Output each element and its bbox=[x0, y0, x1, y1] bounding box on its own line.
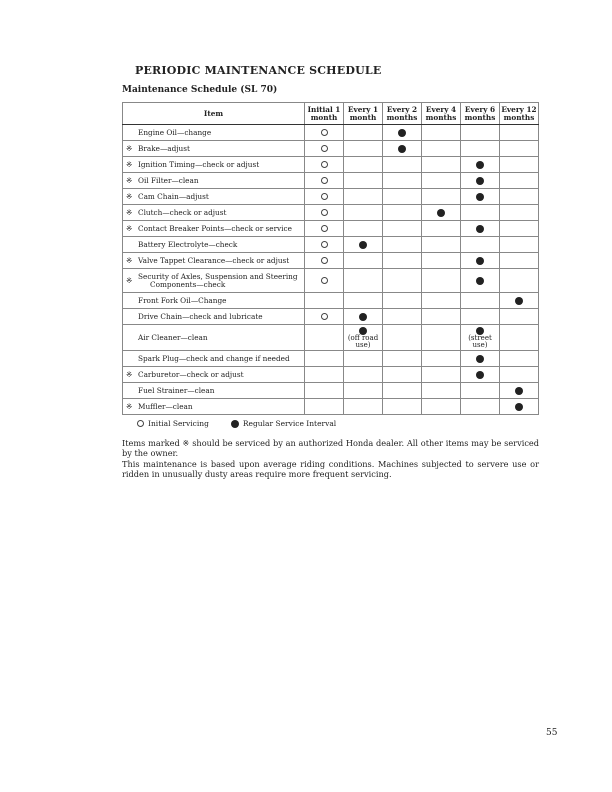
item-label: Battery Electrolyte—check bbox=[138, 240, 238, 249]
dealer-mark-icon: ※ bbox=[126, 192, 133, 201]
page-number: 55 bbox=[546, 728, 558, 738]
interval-cell bbox=[461, 205, 500, 221]
interval-cell bbox=[461, 221, 500, 237]
open-circle-icon bbox=[137, 420, 144, 427]
item-label: Valve Tappet Clearance—check or adjust bbox=[138, 256, 290, 265]
legend-initial-label: Initial Servicing bbox=[148, 419, 209, 428]
interval-cell bbox=[383, 309, 422, 325]
interval-cell bbox=[344, 293, 383, 309]
table-row bbox=[123, 399, 539, 415]
item-label-line: Security of Axles, Suspension and Steering bbox=[138, 271, 298, 281]
interval-cell bbox=[500, 237, 539, 253]
interval-cell bbox=[500, 325, 539, 351]
interval-cell bbox=[422, 157, 461, 173]
table-row bbox=[123, 367, 539, 383]
item-cell bbox=[123, 325, 305, 351]
interval-cell bbox=[461, 237, 500, 253]
interval-cell bbox=[422, 221, 461, 237]
item-label: Carburetor—check or adjust bbox=[138, 370, 244, 379]
interval-cell bbox=[344, 221, 383, 237]
cell-note: (street use) bbox=[468, 333, 492, 349]
interval-cell bbox=[383, 325, 422, 351]
dealer-mark-icon: ※ bbox=[126, 370, 133, 379]
item-cell bbox=[123, 141, 305, 157]
initial-service-icon bbox=[321, 225, 328, 232]
interval-cell bbox=[344, 141, 383, 157]
interval-cell bbox=[461, 293, 500, 309]
interval-cell bbox=[383, 367, 422, 383]
dealer-mark-icon: ※ bbox=[126, 256, 133, 265]
interval-cell bbox=[500, 173, 539, 189]
item-label: Brake—adjust bbox=[138, 144, 190, 153]
interval-cell bbox=[344, 253, 383, 269]
regular-service-icon bbox=[476, 371, 484, 379]
interval-cell bbox=[305, 173, 344, 189]
item-cell bbox=[123, 309, 305, 325]
maintenance-schedule-table bbox=[122, 102, 539, 415]
interval-cell bbox=[422, 293, 461, 309]
interval-cell bbox=[422, 325, 461, 351]
interval-cell bbox=[461, 189, 500, 205]
initial-service-icon bbox=[321, 257, 328, 264]
table-row bbox=[123, 205, 539, 221]
regular-service-icon bbox=[476, 225, 484, 233]
initial-service-icon bbox=[321, 145, 328, 152]
item-label: Muffler—clean bbox=[138, 402, 193, 411]
item-label: Oil Filter—clean bbox=[138, 176, 199, 185]
interval-cell bbox=[344, 157, 383, 173]
table-row bbox=[123, 293, 539, 309]
item-cell bbox=[123, 125, 305, 141]
item-cell bbox=[123, 157, 305, 173]
interval-cell bbox=[422, 253, 461, 269]
table-title: Maintenance Schedule (SL 70) bbox=[122, 85, 278, 95]
regular-service-icon bbox=[359, 313, 367, 321]
item-cell bbox=[123, 383, 305, 399]
table-row bbox=[123, 125, 539, 141]
interval-cell bbox=[422, 141, 461, 157]
item-label: Clutch—check or adjust bbox=[138, 208, 227, 217]
interval-cell bbox=[305, 383, 344, 399]
interval-cell bbox=[461, 383, 500, 399]
item-label: Spark Plug—check and change if needed bbox=[138, 354, 290, 363]
interval-cell bbox=[461, 125, 500, 141]
item-label: Drive Chain—check and lubricate bbox=[138, 312, 263, 321]
filled-circle-icon bbox=[231, 420, 239, 428]
interval-cell bbox=[461, 367, 500, 383]
interval-cell bbox=[383, 253, 422, 269]
page-title: PERIODIC MAINTENANCE SCHEDULE bbox=[135, 64, 382, 77]
item-label: Air Cleaner—clean bbox=[138, 333, 208, 342]
interval-cell bbox=[461, 399, 500, 415]
header-interval: Every 1 month bbox=[344, 103, 383, 125]
interval-cell bbox=[500, 293, 539, 309]
item-label: Front Fork Oil—Change bbox=[138, 296, 227, 305]
initial-service-icon bbox=[321, 161, 328, 168]
regular-service-icon bbox=[476, 161, 484, 169]
interval-cell bbox=[305, 351, 344, 367]
interval-cell bbox=[461, 309, 500, 325]
header-interval: Initial 1 month bbox=[305, 103, 344, 125]
interval-cell bbox=[383, 351, 422, 367]
table-row bbox=[123, 325, 539, 351]
interval-cell bbox=[383, 221, 422, 237]
interval-cell bbox=[305, 141, 344, 157]
table-row bbox=[123, 173, 539, 189]
item-cell bbox=[123, 253, 305, 269]
interval-cell bbox=[422, 205, 461, 221]
item-label: Cam Chain—adjust bbox=[138, 192, 209, 201]
cell-note: (off road use) bbox=[347, 333, 379, 349]
interval-cell bbox=[383, 399, 422, 415]
interval-cell bbox=[383, 189, 422, 205]
interval-cell bbox=[305, 237, 344, 253]
initial-service-icon bbox=[321, 129, 328, 136]
conditions-note: This maintenance is based upon average riding conditions. Machines subjected to servere use or ridden in unusually dusty areas require more frequent servicing. bbox=[122, 459, 539, 479]
regular-service-icon bbox=[398, 145, 406, 153]
interval-cell bbox=[422, 309, 461, 325]
header-item: Item bbox=[123, 103, 305, 125]
initial-service-icon bbox=[321, 193, 328, 200]
table-header-row bbox=[123, 103, 539, 125]
item-cell bbox=[123, 237, 305, 253]
dealer-mark-icon: ※ bbox=[126, 208, 133, 217]
interval-cell bbox=[305, 269, 344, 293]
interval-cell bbox=[344, 351, 383, 367]
item-cell bbox=[123, 205, 305, 221]
interval-cell bbox=[500, 205, 539, 221]
header-interval: Every 12 months bbox=[500, 103, 539, 125]
interval-cell bbox=[344, 399, 383, 415]
item-label: Engine Oil—change bbox=[138, 128, 212, 137]
item-label: Fuel Strainer—clean bbox=[138, 386, 215, 395]
interval-cell bbox=[344, 205, 383, 221]
interval-cell bbox=[500, 221, 539, 237]
interval-cell bbox=[461, 269, 500, 293]
interval-cell bbox=[500, 399, 539, 415]
table-row bbox=[123, 189, 539, 205]
dealer-mark-icon: ※ bbox=[126, 224, 133, 233]
interval-cell bbox=[461, 351, 500, 367]
header-interval: Every 4 months bbox=[422, 103, 461, 125]
interval-cell bbox=[422, 351, 461, 367]
interval-cell bbox=[305, 125, 344, 141]
interval-cell bbox=[344, 269, 383, 293]
interval-cell bbox=[383, 205, 422, 221]
interval-cell bbox=[305, 367, 344, 383]
interval-cell bbox=[344, 383, 383, 399]
table-row bbox=[123, 237, 539, 253]
interval-cell bbox=[461, 141, 500, 157]
table-row bbox=[123, 383, 539, 399]
interval-cell bbox=[500, 141, 539, 157]
legend-regular-label: Regular Service Interval bbox=[242, 419, 337, 428]
regular-service-icon bbox=[515, 387, 523, 395]
initial-service-icon bbox=[321, 177, 328, 184]
interval-cell bbox=[461, 173, 500, 189]
initial-service-icon bbox=[321, 277, 328, 284]
interval-cell bbox=[500, 383, 539, 399]
interval-cell bbox=[383, 237, 422, 253]
interval-cell bbox=[383, 141, 422, 157]
item-cell bbox=[123, 189, 305, 205]
item-label: Contact Breaker Points—check or service bbox=[138, 224, 292, 233]
interval-cell bbox=[305, 293, 344, 309]
interval-cell bbox=[500, 125, 539, 141]
interval-cell bbox=[305, 205, 344, 221]
interval-cell bbox=[383, 173, 422, 189]
interval-cell bbox=[305, 399, 344, 415]
interval-cell bbox=[344, 309, 383, 325]
interval-cell bbox=[422, 237, 461, 253]
table-row bbox=[123, 309, 539, 325]
interval-cell bbox=[422, 189, 461, 205]
regular-service-icon bbox=[476, 177, 484, 185]
legend bbox=[137, 419, 336, 428]
dealer-note: Items marked ※ should be serviced by an authorized Honda dealer. All other items may be serviced by the owner. bbox=[122, 438, 539, 458]
item-cell bbox=[123, 367, 305, 383]
interval-cell bbox=[305, 309, 344, 325]
interval-cell bbox=[344, 367, 383, 383]
header-interval: Every 2 months bbox=[383, 103, 422, 125]
interval-cell bbox=[422, 383, 461, 399]
interval-cell bbox=[500, 367, 539, 383]
regular-service-icon bbox=[476, 355, 484, 363]
interval-cell bbox=[500, 253, 539, 269]
item-cell bbox=[123, 293, 305, 309]
table-row bbox=[123, 269, 539, 293]
item-label-line: Components—check bbox=[150, 279, 226, 289]
item-cell bbox=[123, 351, 305, 367]
interval-cell bbox=[422, 173, 461, 189]
table-row bbox=[123, 253, 539, 269]
regular-service-icon bbox=[476, 193, 484, 201]
interval-cell bbox=[305, 221, 344, 237]
interval-cell bbox=[344, 189, 383, 205]
interval-cell bbox=[383, 383, 422, 399]
interval-cell bbox=[383, 293, 422, 309]
interval-cell bbox=[422, 399, 461, 415]
interval-cell bbox=[461, 253, 500, 269]
interval-cell bbox=[422, 367, 461, 383]
interval-cell bbox=[305, 157, 344, 173]
interval-cell bbox=[344, 237, 383, 253]
interval-cell bbox=[500, 189, 539, 205]
regular-service-icon bbox=[398, 129, 406, 137]
interval-cell bbox=[383, 125, 422, 141]
table-row bbox=[123, 221, 539, 237]
item-cell bbox=[123, 221, 305, 237]
interval-cell bbox=[461, 325, 500, 351]
interval-cell bbox=[344, 125, 383, 141]
regular-service-icon bbox=[437, 209, 445, 217]
table-row bbox=[123, 351, 539, 367]
interval-cell bbox=[422, 125, 461, 141]
interval-cell bbox=[344, 173, 383, 189]
regular-service-icon bbox=[476, 257, 484, 265]
item-cell bbox=[123, 173, 305, 189]
dealer-mark-icon: ※ bbox=[126, 144, 133, 153]
interval-cell bbox=[500, 157, 539, 173]
interval-cell bbox=[305, 253, 344, 269]
dealer-mark-icon: ※ bbox=[126, 402, 133, 411]
interval-cell bbox=[383, 157, 422, 173]
table-row bbox=[123, 157, 539, 173]
regular-service-icon bbox=[515, 297, 523, 305]
regular-service-icon bbox=[359, 241, 367, 249]
initial-service-icon bbox=[321, 241, 328, 248]
item-label: Ignition Timing—check or adjust bbox=[138, 160, 260, 169]
interval-cell bbox=[344, 325, 383, 351]
item-label bbox=[138, 273, 298, 289]
interval-cell bbox=[305, 189, 344, 205]
legend-regular bbox=[231, 419, 336, 428]
table-row bbox=[123, 141, 539, 157]
interval-cell bbox=[422, 269, 461, 293]
header-interval: Every 6 months bbox=[461, 103, 500, 125]
dealer-mark-icon: ※ bbox=[126, 160, 133, 169]
initial-service-icon bbox=[321, 313, 328, 320]
item-cell bbox=[123, 269, 305, 293]
interval-cell bbox=[500, 351, 539, 367]
item-cell bbox=[123, 399, 305, 415]
dealer-mark-icon: ※ bbox=[126, 275, 133, 285]
interval-cell bbox=[500, 269, 539, 293]
initial-service-icon bbox=[321, 209, 328, 216]
interval-cell bbox=[500, 309, 539, 325]
dealer-mark-icon: ※ bbox=[126, 176, 133, 185]
regular-service-icon bbox=[515, 403, 523, 411]
interval-cell bbox=[461, 157, 500, 173]
interval-cell bbox=[305, 325, 344, 351]
interval-cell bbox=[383, 269, 422, 293]
regular-service-icon bbox=[476, 277, 484, 285]
legend-initial bbox=[137, 419, 209, 428]
